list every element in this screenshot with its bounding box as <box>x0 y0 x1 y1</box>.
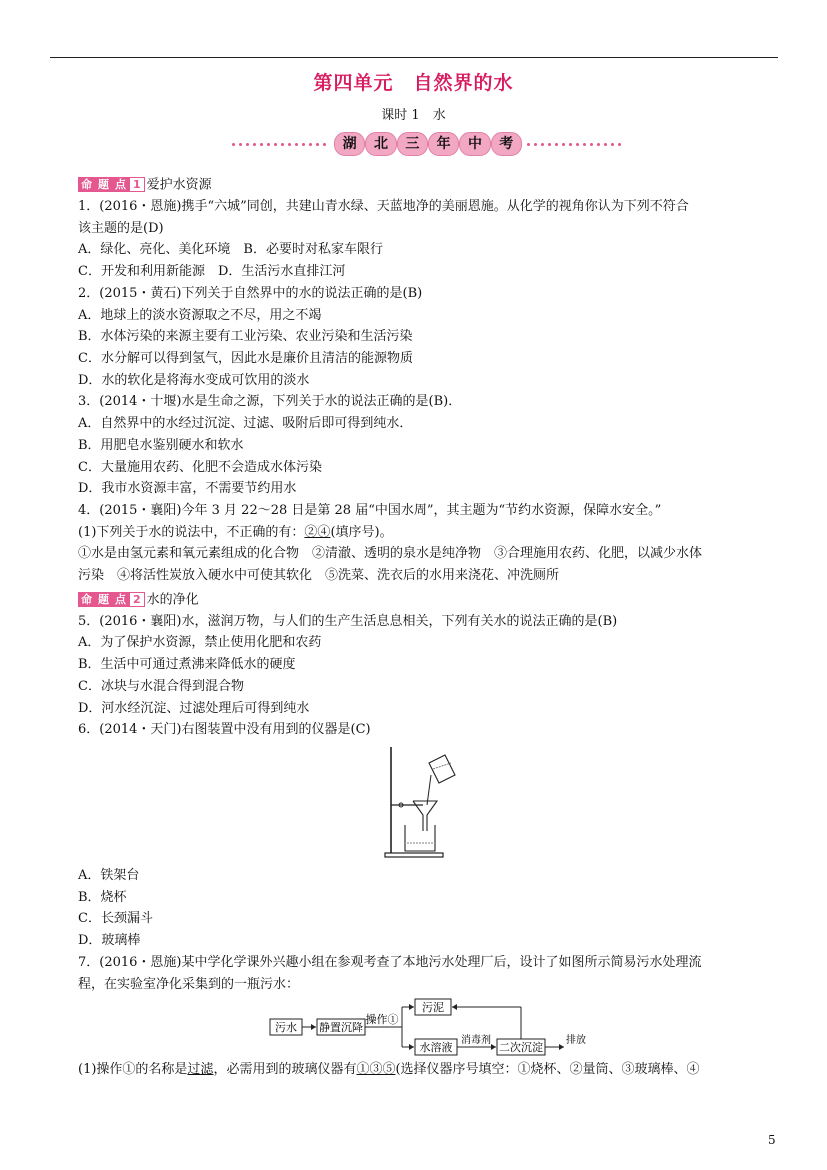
q1-options-cd: C．开发和利用新能源 D．生活污水直排江河 <box>78 264 346 280</box>
q3-option-b: B．用肥皂水鉴别硬水和软水 <box>78 437 244 453</box>
banner-char: 北 <box>365 132 396 156</box>
q2-stem: 2．(2015・黄石)下列关于自然界中的水的说法正确的是(B) <box>78 285 423 301</box>
q2-option-b: B．水体污染的来源主要有工业污染、农业污染和生活污染 <box>78 329 413 345</box>
q6-stem: 6．(2014・天门)右图装置中没有用到的仪器是(C) <box>78 722 371 738</box>
q3-stem: 3．(2014・十堰)水是生命之源，下列关于水的说法正确的是(B)． <box>78 394 462 410</box>
section-title: 水的净化 <box>146 592 199 608</box>
flow-discharge: 排放 <box>566 1035 586 1047</box>
q7-stem-cont: 程，在实验室净化采集到的一瓶污水： <box>78 976 300 992</box>
q4-stem: 4．(2015・襄阳)今年 3 月 22～28 日是第 28 届“中国水周”，其主题为“节约水资源，保障水安全。” <box>78 502 662 518</box>
q3-option-c: C．大量施用农药、化肥不会造成水体污染 <box>78 459 322 475</box>
header-rule <box>50 57 778 58</box>
answer-blank: 过滤 <box>187 1062 214 1078</box>
flow-solution: 水溶液 <box>419 1041 453 1055</box>
section-title: 爱护水资源 <box>146 177 212 193</box>
section-heading-2 <box>78 589 778 611</box>
wastewater-flow-diagram <box>268 997 588 1057</box>
flow-settle: 静置沉降 <box>319 1021 363 1035</box>
q6-option-d: D．玻璃棒 <box>78 933 141 949</box>
banner-dots-right <box>525 143 625 146</box>
question-content <box>78 174 778 1081</box>
q2-option-c: C．水分解可以得到氢气，因此水是廉价且清洁的能源物质 <box>78 350 413 366</box>
q7-stem: 7．(2016・恩施)某中学化学课外兴趣小组在参观考查了本地污水处理厂后，设计了如图所示简易污水处理流 <box>78 954 702 970</box>
flow-second: 二次沉淀 <box>499 1041 543 1055</box>
q4-statements: ①水是由氢元素和氧元素组成的化合物 ②清澈、透明的泉水是纯净物 ③合理施用农药、化肥，以减少水体 <box>78 546 703 562</box>
lesson-subtitle: 课时 1 水 <box>381 108 446 123</box>
q2-option-d: D．水的软化是将海水变成可饮用的淡水 <box>78 372 310 388</box>
q5-option-c: C．冰块与水混合得到混合物 <box>78 678 244 694</box>
section-tag: 命 题 点 2 <box>78 589 145 611</box>
banner-char: 湖 <box>334 132 365 156</box>
section-banner <box>230 132 630 156</box>
flow-wastewater: 污水 <box>275 1021 297 1035</box>
flow-disinfect: 消毒剂 <box>461 1035 491 1047</box>
q7-sub1: (1)操作①的名称是过滤，必需用到的玻璃仪器有①③⑤(选择仪器序号填空：①烧杯、②量筒、③玻璃棒、④ <box>78 1062 700 1078</box>
q6-option-c: C．长颈漏斗 <box>78 911 153 927</box>
flow-op1: 操作① <box>365 1013 399 1027</box>
banner-characters <box>334 132 522 156</box>
page-title: 第四单元 自然界的水 <box>313 72 514 94</box>
q5-option-a: A．为了保护水资源，禁止使用化肥和农药 <box>78 635 322 651</box>
page-number: 5 <box>768 1133 776 1147</box>
q1-stem: 1．(2016・恩施)携手“六城”同创，共建山青水绿、天蓝地净的美丽恩施。从化学的视角你认为下列不符合 <box>78 199 689 215</box>
banner-dots-left <box>230 143 330 146</box>
q6-option-a: A．铁架台 <box>78 868 140 883</box>
q5-option-b: B．生活中可通过煮沸来降低水的硬度 <box>78 657 296 673</box>
banner-char: 三 <box>397 132 428 156</box>
q5-option-d: D．河水经沉淀、过滤处理后可得到纯水 <box>78 700 310 716</box>
q3-option-d: D．我市水资源丰富，不需要节约用水 <box>78 481 297 497</box>
section-tag: 命 题 点 1 <box>78 174 145 196</box>
q1-stem-cont: 该主题的是(D) <box>78 220 164 236</box>
q5-stem: 5．(2016・襄阳)水，滋润万物，与人们的生产生活息息相关，下列有关水的说法正确的是(B) <box>78 613 618 629</box>
banner-char: 年 <box>428 132 459 156</box>
section-heading-1 <box>78 174 778 196</box>
filtration-apparatus-figure <box>383 745 463 861</box>
q4-statements-cont: 污染 ④将活性炭放入硬水中可使其软化 ⑤洗菜、洗衣后的水用来浇花、冲洗厕所 <box>78 568 560 584</box>
q4-sub1: (1)下列关于水的说法中，不正确的有：②④(填序号)。 <box>78 524 393 540</box>
answer-blank: ①③⑤ <box>356 1062 396 1078</box>
banner-char: 中 <box>459 132 490 156</box>
q2-option-a: A．地球上的淡水资源取之不尽，用之不竭 <box>78 307 322 323</box>
q1-options-ab: A．绿化、亮化、美化环境 B．必要时对私家车限行 <box>78 242 383 258</box>
banner-char: 考 <box>491 132 522 156</box>
flow-sludge: 污泥 <box>422 1001 444 1015</box>
q6-option-b: B．烧杯 <box>78 889 127 905</box>
answer-blank: ②④ <box>304 524 331 540</box>
q3-option-a: A．自然界中的水经过沉淀、过滤、吸附后即可得到纯水． <box>78 416 413 432</box>
